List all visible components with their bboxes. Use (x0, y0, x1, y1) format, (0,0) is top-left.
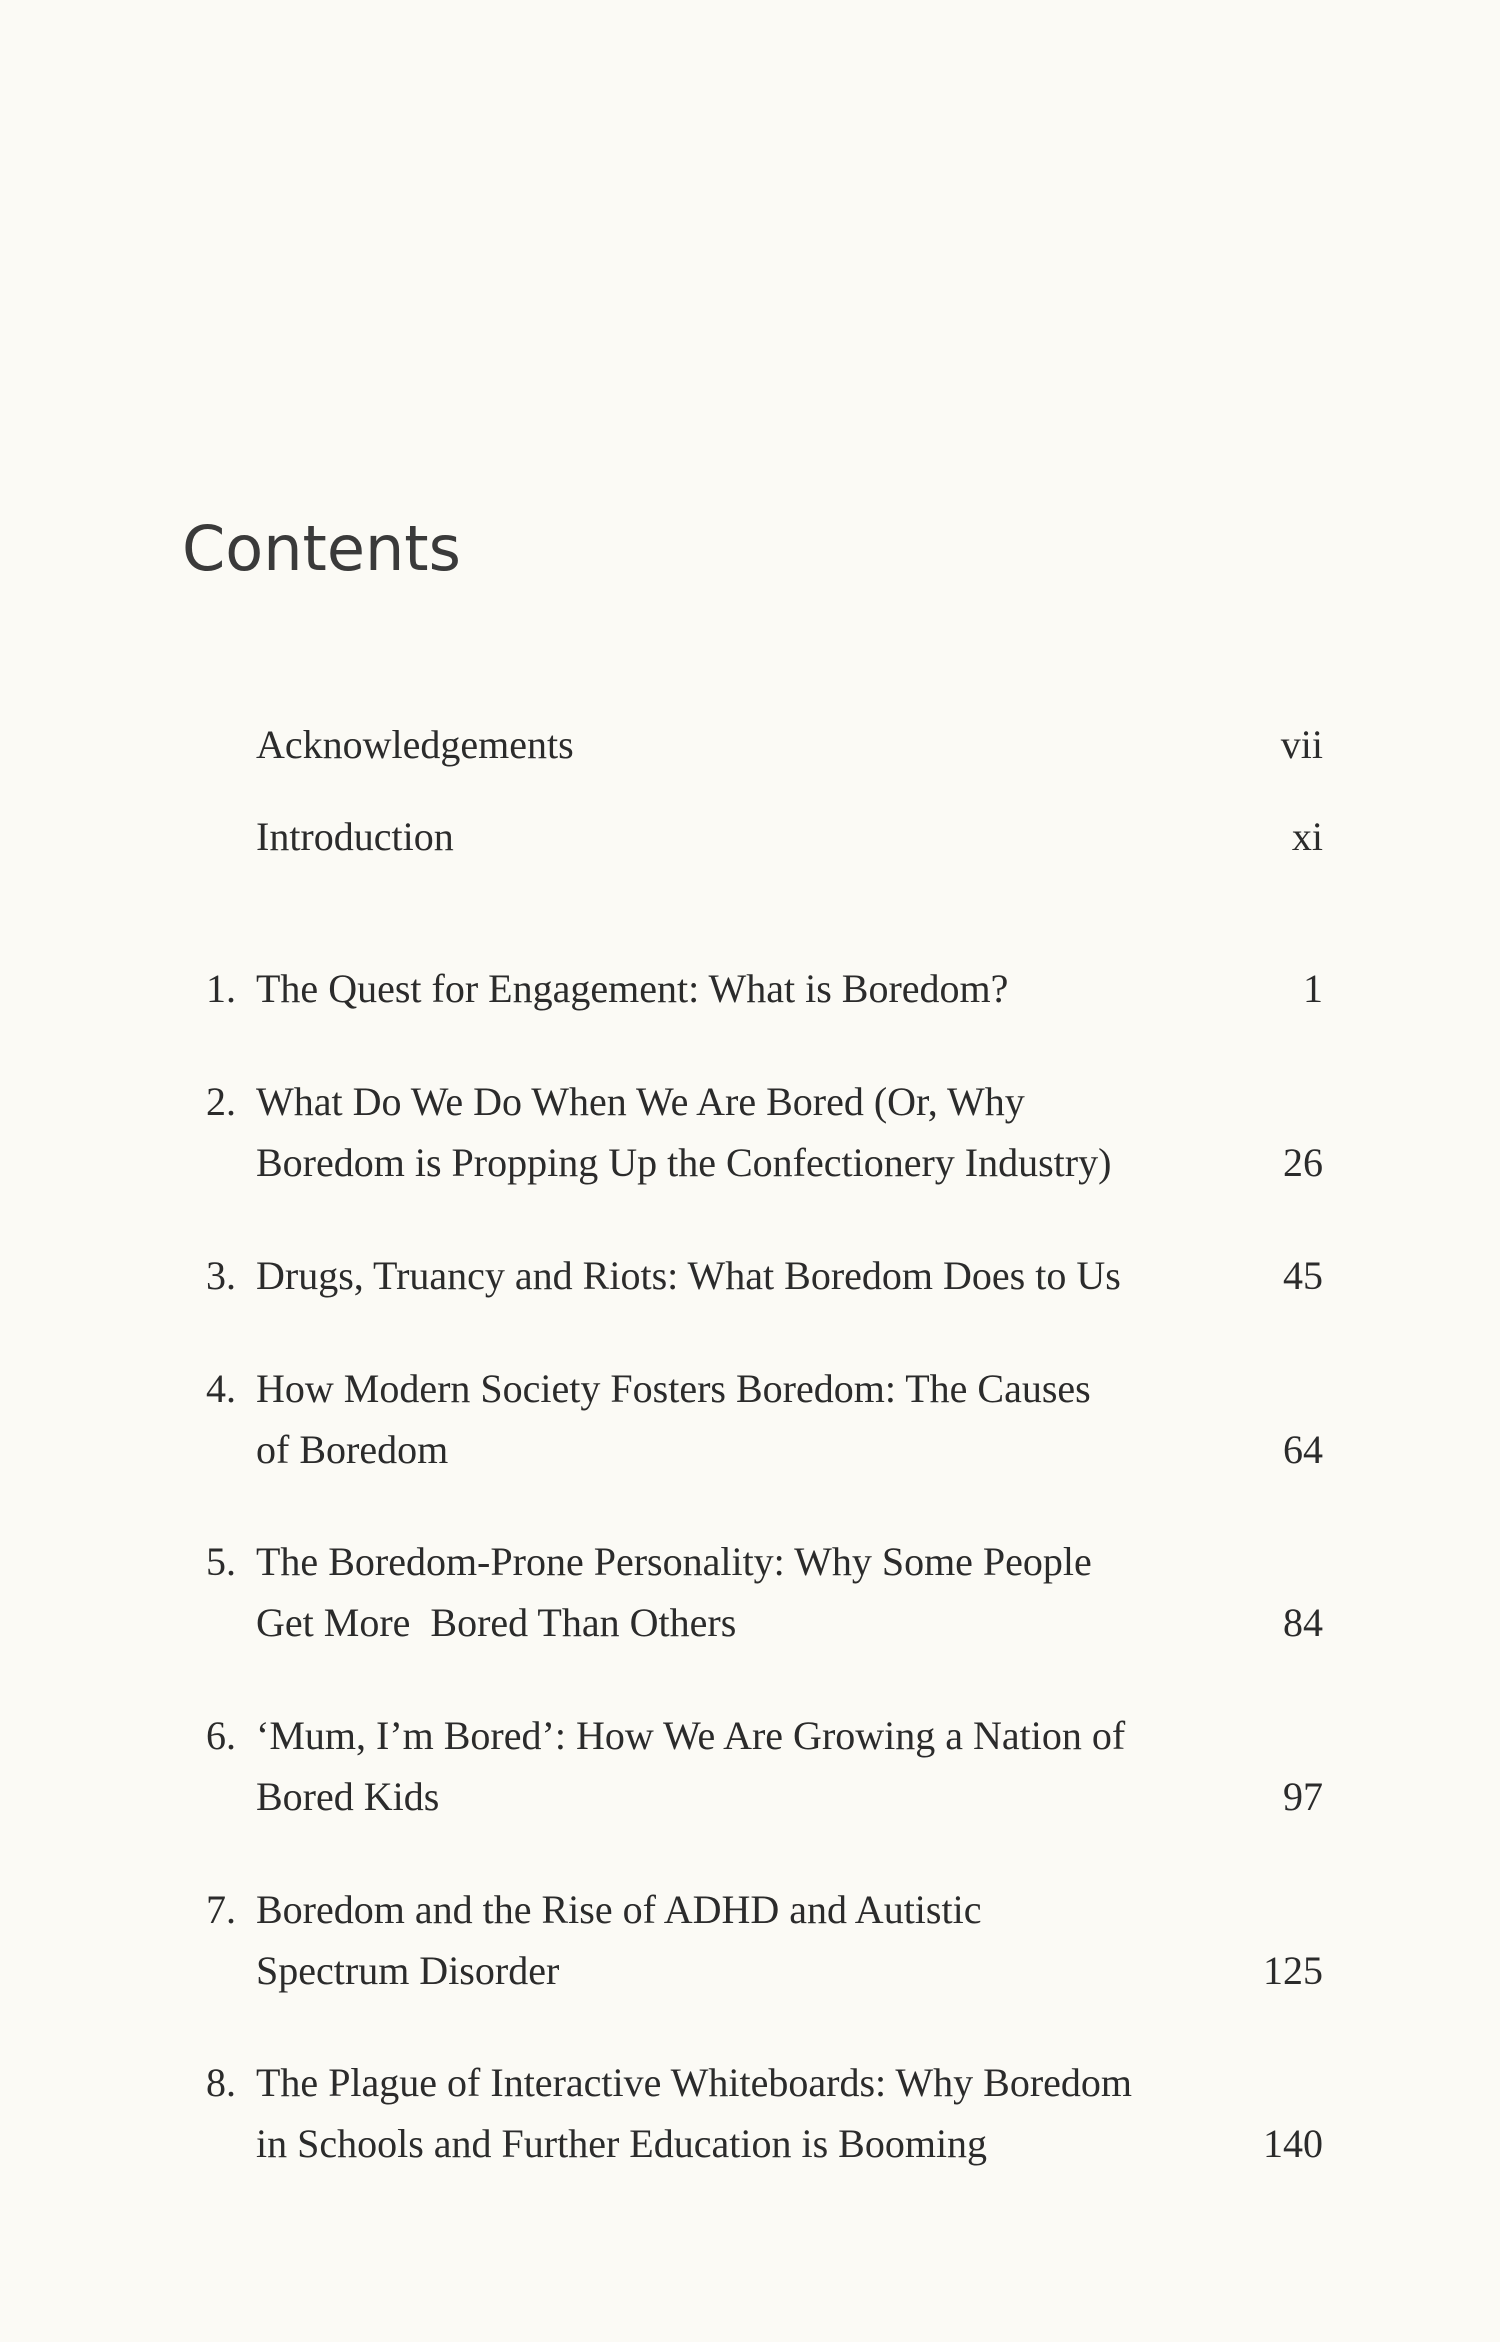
toc-entry-page: 140 (1263, 2121, 1323, 2166)
chapter-title-line: Boredom and the Rise of ADHD and Autistic (256, 1887, 982, 1932)
toc-entry-page: 64 (1283, 1427, 1323, 1472)
chapter-title-line: The Boredom-Prone Personality: Why Some People (256, 1539, 1092, 1584)
toc-entry-title (256, 1245, 1256, 1306)
toc-entry-page: 45 (1283, 1253, 1323, 1298)
toc-entry-title (256, 1071, 1256, 1193)
chapter-title-line: ‘Mum, I’m Bored’: How We Are Growing a Nation of (256, 1713, 1126, 1758)
toc-entry-title (256, 1358, 1256, 1480)
toc-entry-title (256, 1531, 1256, 1653)
toc-entry-page: 125 (1263, 1948, 1323, 1993)
chapter-title-line: in Schools and Further Education is Booming (256, 2121, 988, 2166)
chapter-number: 5. (206, 1539, 236, 1584)
toc-entry-page: 97 (1283, 1774, 1323, 1819)
page-title: Contents (182, 512, 461, 585)
chapter-number: 2. (206, 1079, 236, 1124)
toc-entry-title (256, 958, 1256, 1019)
toc-entry-page: 1 (1303, 966, 1323, 1011)
chapter-title-line: The Quest for Engagement: What is Boredom? (256, 966, 1009, 1011)
toc-entry-title: Introduction (256, 814, 454, 859)
chapter-title-line: Drugs, Truancy and Riots: What Boredom Does to Us (256, 1253, 1121, 1298)
chapter-number: 4. (206, 1366, 236, 1411)
toc-entry-title (256, 1879, 1256, 2001)
chapter-number: 3. (206, 1253, 236, 1298)
chapter-number: 7. (206, 1887, 236, 1932)
toc-entry-page: vii (1280, 722, 1323, 767)
chapter-title-line: What Do We Do When We Are Bored (Or, Why (256, 1079, 1025, 1124)
chapter-title-line: of Boredom (256, 1427, 449, 1472)
toc-entry-page: 26 (1283, 1140, 1323, 1185)
chapter-title-line: Boredom is Propping Up the Confectionery Industry) (256, 1140, 1112, 1185)
chapter-title-line: Spectrum Disorder (256, 1948, 560, 1993)
chapter-number: 8. (206, 2060, 236, 2105)
toc-entry-title (256, 2052, 1256, 2174)
chapter-title-line: How Modern Society Fosters Boredom: The Causes (256, 1366, 1091, 1411)
toc-entry-page: 84 (1283, 1600, 1323, 1645)
toc-entry-title (256, 1705, 1256, 1827)
toc-entry-title: Acknowledgements (256, 722, 574, 767)
chapter-title-line: Bored Kids (256, 1774, 440, 1819)
chapter-title-line: The Plague of Interactive Whiteboards: Why Boredom (256, 2060, 1133, 2105)
chapter-number: 1. (206, 966, 236, 1011)
chapter-number: 6. (206, 1713, 236, 1758)
toc-entry-page: xi (1291, 814, 1323, 859)
chapter-title-line: Get More Bored Than Others (256, 1600, 737, 1645)
